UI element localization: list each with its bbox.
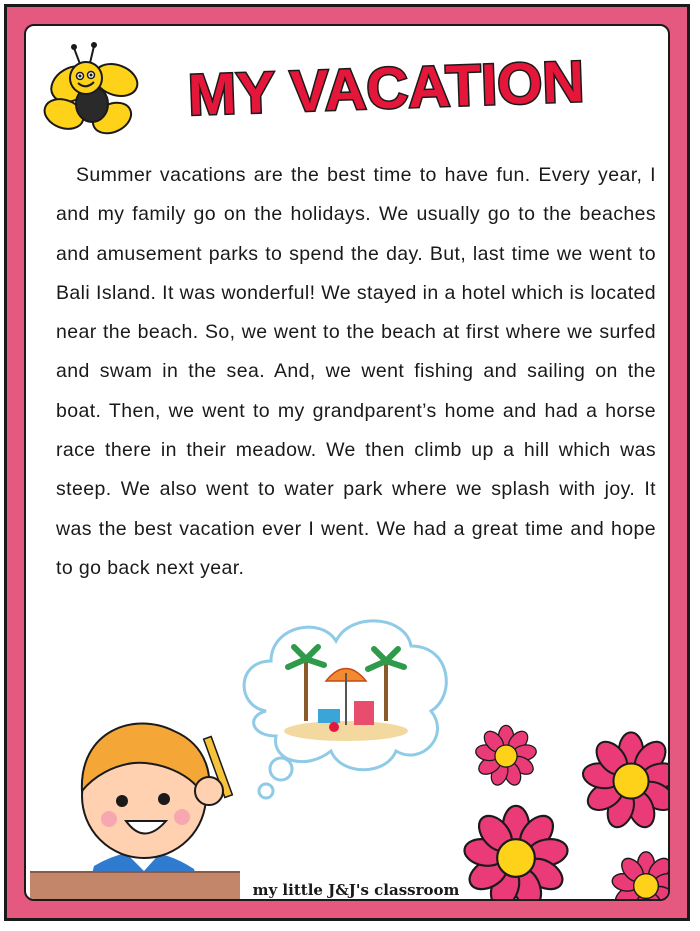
flower-group — [446, 706, 670, 901]
credit-text: my little J&J's classroom — [252, 881, 460, 899]
boy-with-pencil-icon — [34, 691, 264, 901]
bee-icon — [34, 34, 144, 144]
page-title-text: MY VACATION — [186, 49, 586, 128]
flower-icon — [581, 732, 670, 830]
page-title — [166, 36, 606, 136]
worksheet-page — [24, 24, 670, 901]
flower-icon — [462, 806, 569, 901]
flower-icon — [611, 852, 670, 901]
page-border — [4, 4, 690, 921]
story-paragraph: Summer vacations are the best time to have fun. Every year, I and my family go on the holidays. We usually go to the beaches and amusement parks to spend the day. But, last time we went to Bali Island. It was wonderful! We stayed in a hotel which is located near the beach. So, we went to the beach at first where we surfed and swam in the sea. And, we went fishing and sailing on the boat. Then, we went to my grandparent’s home and had a horse race there in their meadow. We then climb up a hill which was steep. We also went to water park where we splash with joy. It was the best vacation ever I went. We had a great time and hope to go back next year. — [56, 164, 656, 579]
desk — [30, 871, 240, 901]
flower-icon — [475, 725, 538, 787]
